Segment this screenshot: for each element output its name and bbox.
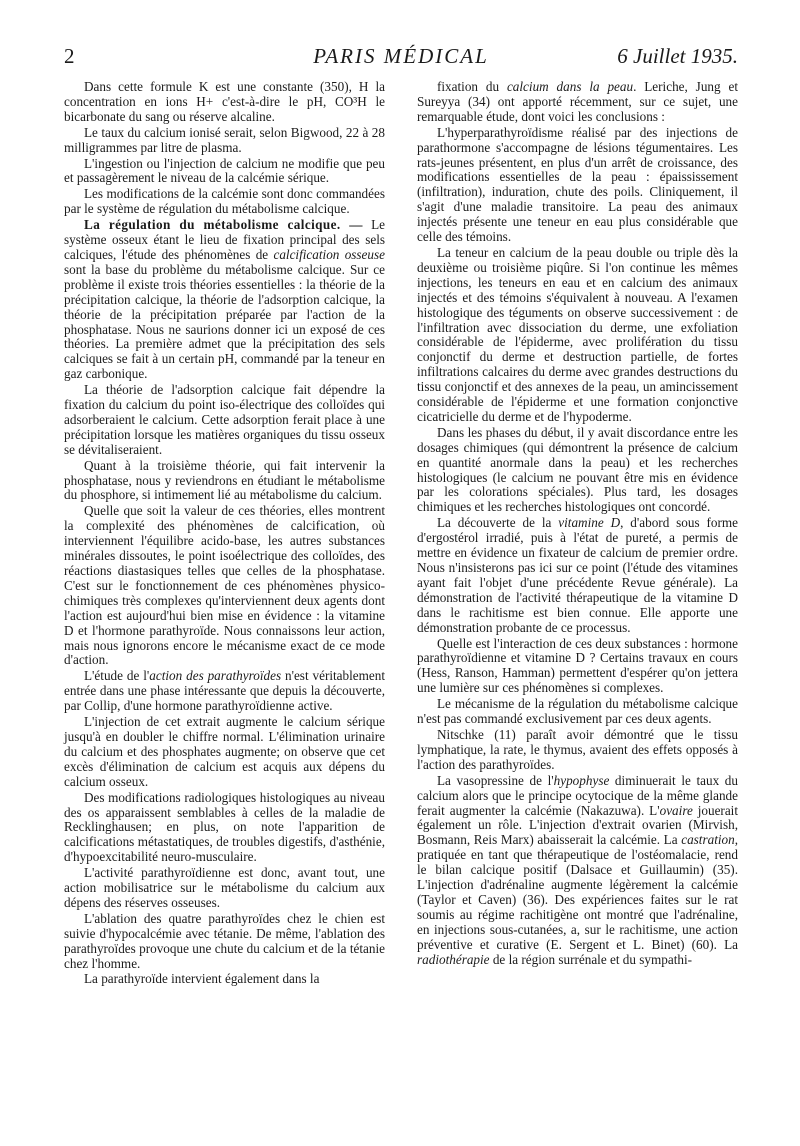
emphasis-text: castration bbox=[681, 832, 735, 848]
paragraph-p5 bbox=[64, 218, 385, 382]
text-run: Dans les phases du début, il y avait discordance entre les dosages chimiques (qui démontrent la présence de calcium en quantité anormale dans la peau) et les recherches histologiques (le calcium ne pouvant être mis en évidence par les colorations spéciales). Plus tard, les dosages chimiques et les recherches histologiques ont concordé. bbox=[417, 424, 738, 515]
text-run: Quelle est l'interaction de ces deux substances : hormone parathyroïdienne et vitamine D ? Certains travaux en cours (Hess, Ranson, Hamman) permettent d'espérer qu'on jettera une lumière sur ces phénomènes si complexes. bbox=[417, 635, 738, 696]
text-run: Le mécanisme de la régulation du métabolisme calcique n'est pas commandé exclusivement par ces deux agents. bbox=[417, 696, 738, 727]
paragraph-p18 bbox=[417, 426, 738, 515]
paragraph-p12 bbox=[64, 866, 385, 911]
emphasis-text: vitamine D bbox=[558, 515, 621, 531]
running-header bbox=[64, 44, 738, 74]
paragraph-p20 bbox=[417, 637, 738, 697]
paragraph-p7 bbox=[64, 459, 385, 504]
text-run: L'étude de l' bbox=[84, 668, 150, 684]
paragraph-p13 bbox=[64, 912, 385, 972]
emphasis-text: ovaire bbox=[659, 802, 693, 818]
text-run: n'est véritablement entrée dans une phase intéressante que depuis la découverte, par Collip, d'une hormone parathyroïdienne active. bbox=[64, 668, 385, 714]
text-run: . Leriche, Jung et Sureyya (34) ont apporté récemment, sur ce sujet, une remarquable étude, dont voici les conclusions : bbox=[417, 79, 738, 124]
paragraph-p4 bbox=[64, 187, 385, 217]
paragraph-p3 bbox=[64, 157, 385, 187]
text-run: La teneur en calcium de la peau double ou triple dès la deuxième ou troisième piqûre. Si l'on continue les mêmes injections, les teneurs en eau et en calcium des animaux injectés et des témoins s'équivalent à nouveau. A l'examen histologique des téguments on observe successivement : de l'infiltration avec dissociation du derme, une exfoliation considérable de l'épiderme, avec prolifération du tissu conjonctif du derme et destruction partielle, de fortes infiltrations calcaires du derme avec grandes destructions du tissu conjonctif et des annexes de la peau, un amincissement considérable de l'épiderme et une formation conjonctive cicatricielle du derme et de l'hypoderme. bbox=[417, 244, 738, 424]
paragraph-p9 bbox=[64, 669, 385, 714]
right-column bbox=[417, 80, 738, 967]
text-run: Dans cette formule K est une constante (350), H la concentration en ions H+ c'est-à-dire le pH, CO³H le bicarbonate du sang ou réserve alcaline. bbox=[64, 79, 385, 124]
text-run: L'activité parathyroïdienne est donc, avant tout, une action mobilisatrice sur le métabolisme du calcium aux dépens des réserves osseuses. bbox=[64, 865, 385, 910]
text-run: jouerait également un rôle. L'injection d'extrait ovarien (Mirvish, Bosmann, Reis Marx) abaisserait la calcémie. La bbox=[417, 802, 739, 848]
paragraph-p11 bbox=[64, 791, 385, 866]
paragraph-p21 bbox=[417, 697, 738, 727]
page-number: 2 bbox=[64, 44, 75, 68]
text-run: Quant à la troisième théorie, qui fait intervenir la phosphatase, nous y reviendrons en étudiant le métabolisme du phosphore, si intimement lié au métabolisme du calcium. bbox=[64, 457, 385, 503]
paragraph-p15 bbox=[417, 80, 738, 125]
text-run: Les modifications de la calcémie sont donc commandées par le système de régulation du métabolisme calcique. bbox=[64, 186, 385, 217]
paragraph-p10 bbox=[64, 715, 385, 790]
paragraph-p23 bbox=[417, 774, 738, 968]
emphasis-text: calcium dans la peau bbox=[506, 79, 634, 94]
text-run: sont la base du problème du métabolisme calcique. Sur ce problème il existe trois théories essentielles : la théorie de la précipitation calcique, la théorie de l'adsorption calcique, la théorie de la précipitation préparée par l'action de la phosphatase. Nous ne saurions donner ici un exposé de ces théories. La première admet que la précipitation des sels calciques se fait à un certain pH, commandé par la teneur en gaz carbonique. bbox=[64, 261, 385, 382]
text-run: L'ablation des quatre parathyroïdes chez le chien est suivie d'hypocalcémie avec tétanie. De même, l'ablation des parathyroïdes provoque une chute du calcium et de la tétanie chez l'homme. bbox=[64, 910, 385, 971]
text-run: L'injection de cet extrait augmente le calcium sérique jusqu'à en doubler le chiffre normal. L'élimination urinaire du calcium et des phosphates augmente; on observe que cet excès d'élimination de calcium est acquis aux dépens du calcium osseux. bbox=[64, 714, 385, 789]
section-title: La régulation du métabolisme calcique. — bbox=[84, 217, 363, 233]
journal-title: PARIS MÉDICAL bbox=[313, 44, 489, 68]
text-run: Nitschke (11) paraît avoir démontré que le tissu lymphatique, la rate, le thymus, avaient des effets opposés à l'action des parathyroïdes. bbox=[417, 726, 738, 772]
text-run: , pratiquée en tant que thérapeutique de l'ostéomalacie, rend le bilan calcique positif (Dalsace et Guillaumin) (35). L'injection d'adrénaline augmente légèrement la calcémie (Taylor et Caven) (36). Des expériences faites sur le rat soumis au régime rachitigène ont montré que l'adrénaline, en injections sous-cutanées, a, sur le rachitisme, une action préventive et curative (E. Sergent et L. Binet) (60). La bbox=[417, 832, 738, 952]
text-run: Le taux du calcium ionisé serait, selon Bigwood, 22 à 28 milligrammes par litre de plasma. bbox=[64, 124, 385, 155]
paragraph-p22 bbox=[417, 728, 738, 773]
text-run: La découverte de la bbox=[437, 515, 559, 531]
emphasis-text: radiothérapie bbox=[417, 951, 490, 967]
emphasis-text: hypophyse bbox=[553, 772, 610, 788]
paragraph-p1 bbox=[64, 80, 385, 125]
text-run: La théorie de l'adsorption calcique fait dépendre la fixation du calcium du point iso-électrique des colloïdes qui adsorberaient le calcium. Cette adsorption ferait place à une précipitation lorsque les matières organiques du tissu osseux se dévitaliseraient. bbox=[64, 382, 385, 457]
text-run: La parathyroïde intervient également dans la bbox=[84, 971, 320, 987]
issue-date: 6 Juillet 1935. bbox=[617, 44, 738, 68]
emphasis-text: calcification osseuse bbox=[273, 246, 385, 262]
text-run: de la région surrénale et du sympathi- bbox=[489, 951, 693, 967]
text-run: La vasopressine de l' bbox=[437, 772, 554, 788]
emphasis-text: action des parathyroïdes bbox=[149, 668, 282, 684]
text-run: Des modifications radiologiques histologiques au niveau des os apparaissent semblables à celles de la maladie de Recklinghausen; en plus, on note l'apparition de calcifications métastatiques, de troubles digestifs, d'asthénie, d'hypoexcitabilité neuro-musculaire. bbox=[64, 789, 385, 865]
text-run: fixation du bbox=[437, 79, 507, 94]
paragraph-p19 bbox=[417, 516, 738, 635]
paragraph-p2 bbox=[64, 126, 385, 156]
text-run: diminuerait le taux du calcium alors que le principe ocytocique de la même glande ferait augmenter la calcémie (Nakazuwa). L' bbox=[417, 772, 738, 818]
left-column bbox=[64, 80, 385, 987]
text-run: L'hyperparathyroïdisme réalisé par des injections de parathormone s'accompagne de lésions tégumentaires. Les rats-jeunes présentent, en plus d'un arrêt de croissance, des modifications essentielles de la peau : épaississement (infiltration), induration, chute des poils. Cliniquement, il s'agit d'une maladie transitoire. La peau des animaux injectés présente une teneur en eau plus considérable que celle des témoins. bbox=[417, 124, 738, 245]
paragraph-p16 bbox=[417, 126, 738, 245]
paragraph-p6 bbox=[64, 383, 385, 458]
paragraph-p17 bbox=[417, 246, 738, 425]
paragraph-p8 bbox=[64, 504, 385, 668]
text-run: L'ingestion ou l'injection de calcium ne modifie que peu et passagèrement le niveau de la calcémie sérique. bbox=[64, 155, 385, 186]
text-run: Quelle que soit la valeur de ces théories, elles montrent la complexité des phénomènes de calcification, où interviennent l'équilibre acido-base, les autres substances minérales dissoutes, le point isoélectrique des colloïdes, des réactions diastasiques telles que celles de la phosphatase. C'est sur le fonctionnement de ces phénomènes physico-chimiques très complexes qu'interviennent deux agents dont l'action est aujourd'hui bien mise en évidence : la vitamine D et l'hormone parathyroïde. Nous connaissons leur action, mais nous ignorons encore le mécanisme exact de ce mode d'action. bbox=[64, 503, 385, 668]
text-run: Le système osseux étant le lieu de fixation principal des sels calciques, l'étude des phénomènes de bbox=[64, 217, 385, 262]
paragraph-p14 bbox=[64, 972, 385, 987]
text-run: , d'abord sous forme d'ergostérol irradié, puis à l'état de pureté, a permis de mettre en évidence un fixateur de calcium de premier ordre. Nous n'insisterons pas ici sur ce point (l'étude des vitamines ayant fait l'objet d'une précédente Revue générale). La démonstration de l'activité thérapeutique de la vitamine D dans le rachitisme est bien connue. Elle apporte une démonstration probante de ce processus. bbox=[417, 515, 739, 635]
